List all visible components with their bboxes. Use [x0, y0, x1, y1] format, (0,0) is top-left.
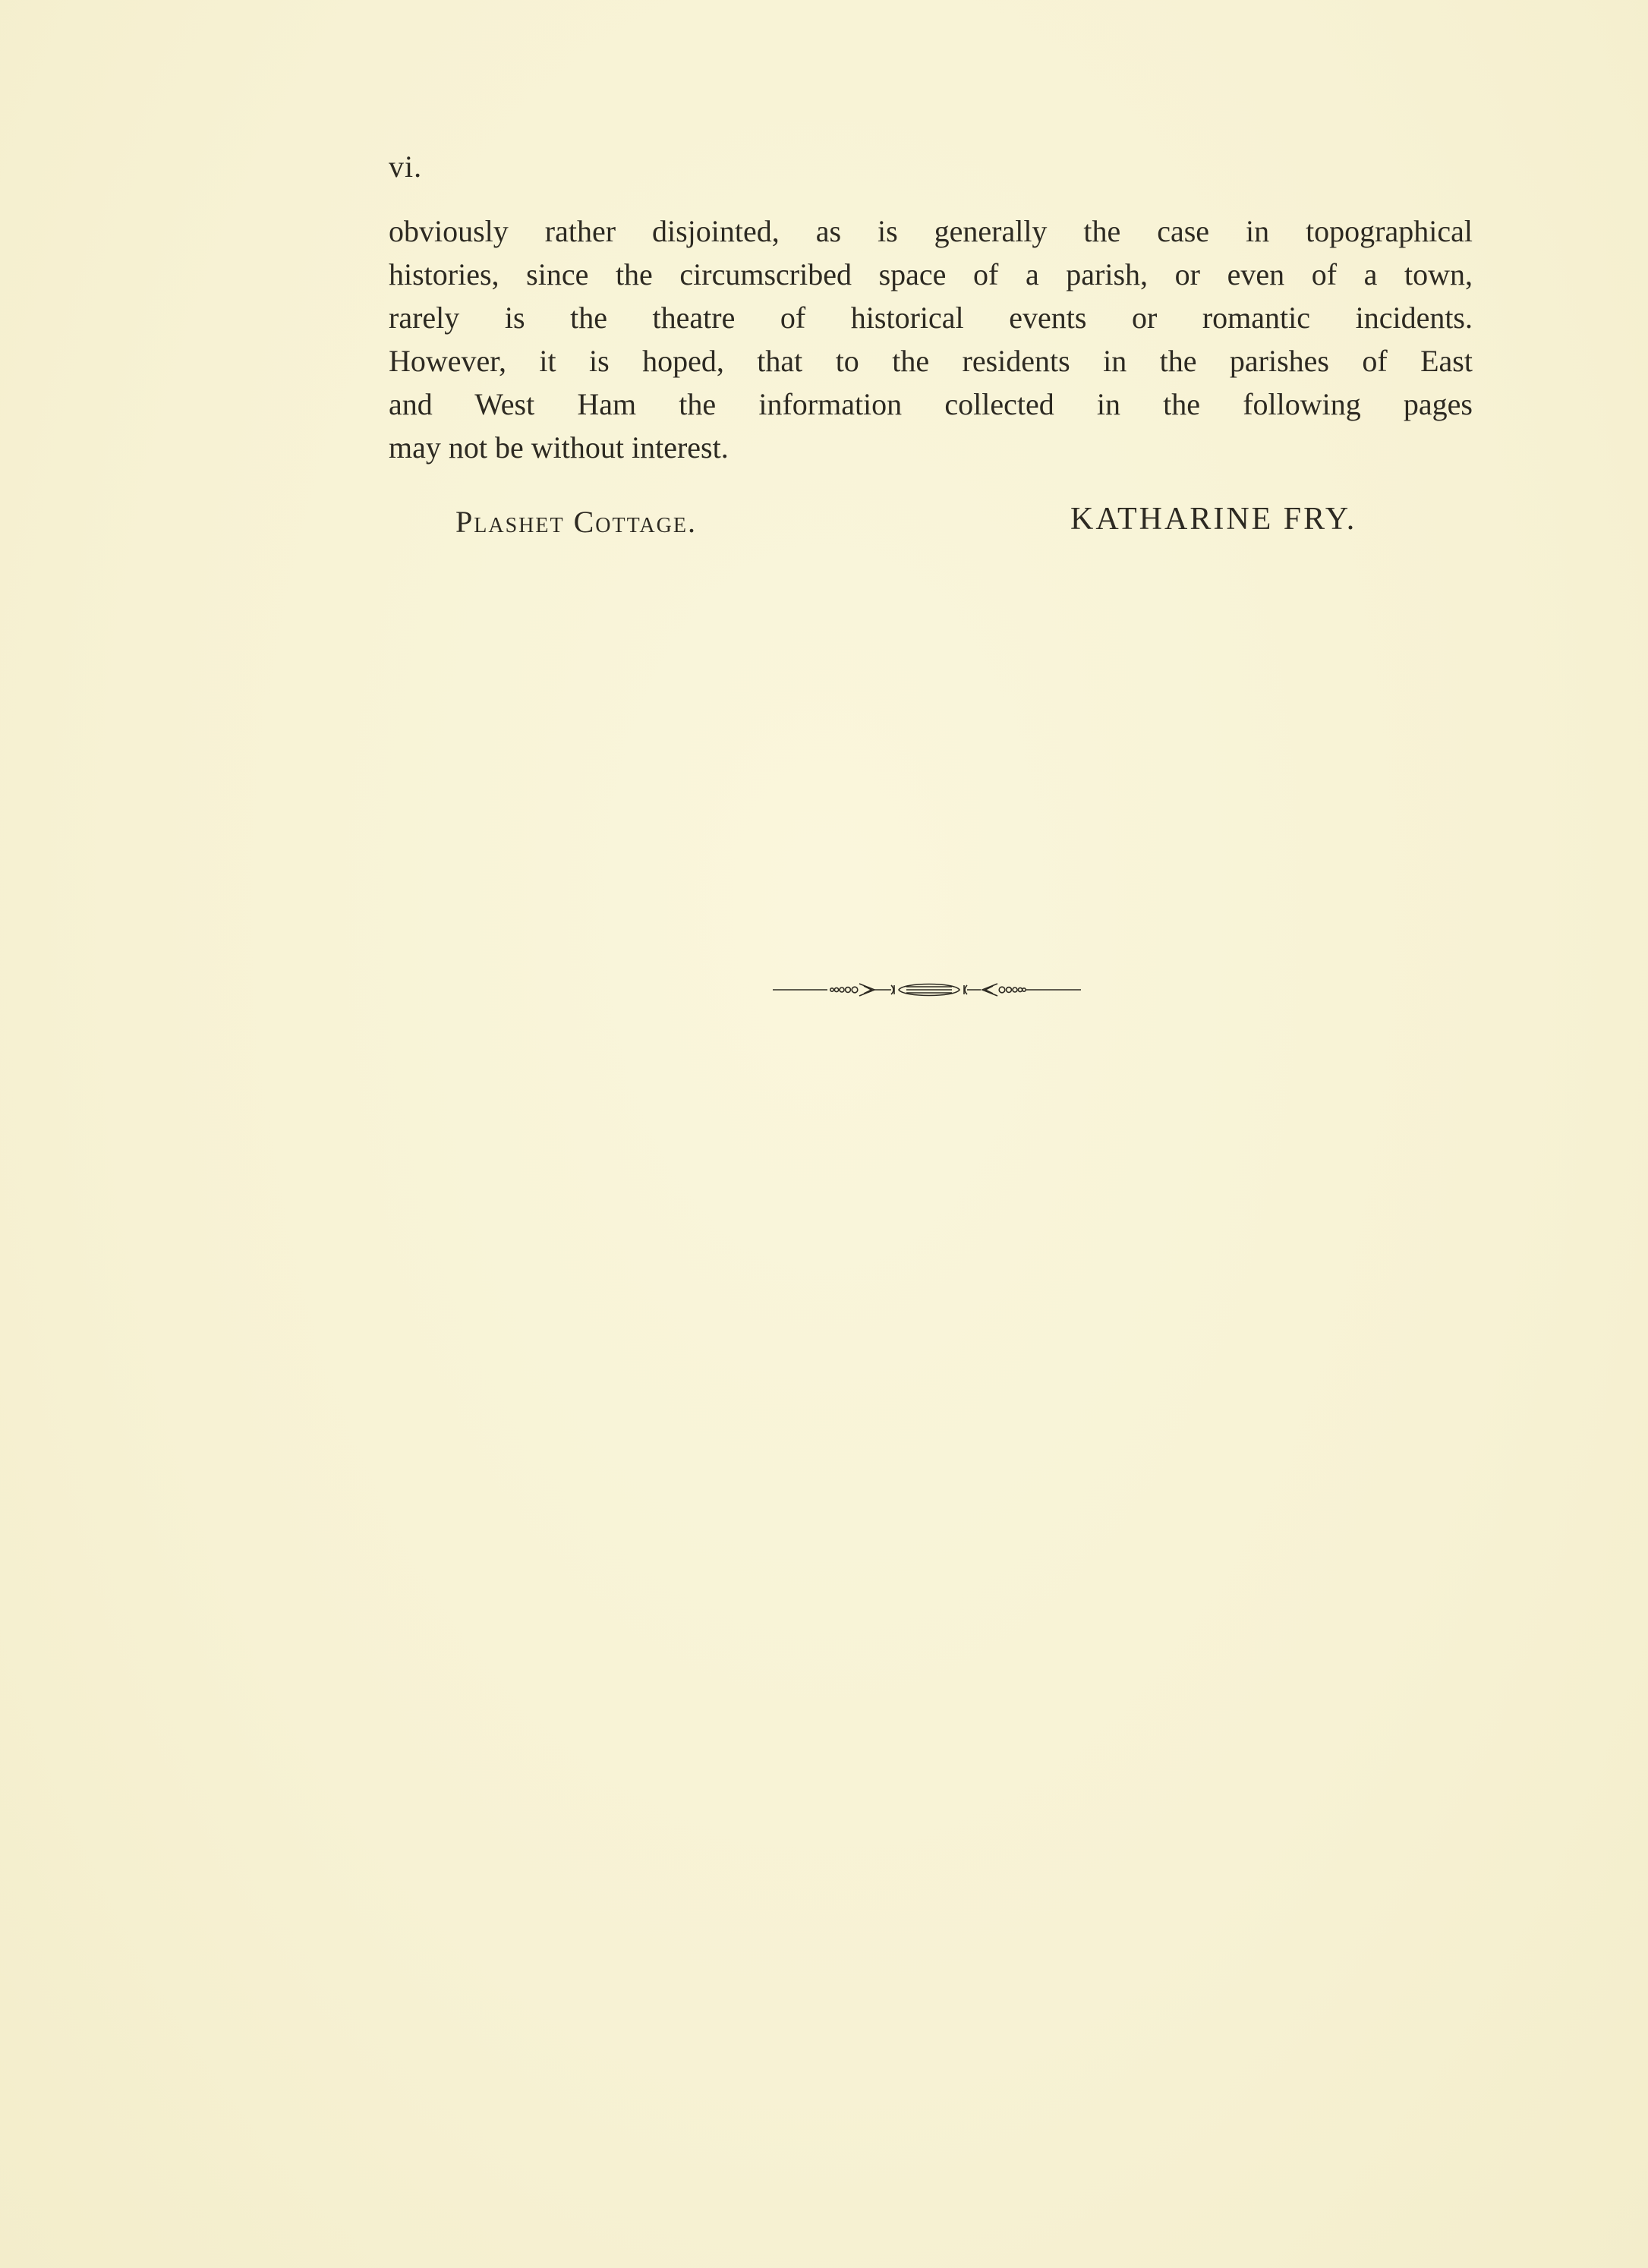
- signature-author: KATHARINE FRY.: [1070, 502, 1357, 537]
- paragraph-line: and West Ham the information collected in the following pages: [389, 387, 1473, 421]
- preface-paragraph: [389, 209, 1473, 469]
- paragraph-line: However, it is hoped, that to the residents in the parishes of East: [389, 344, 1473, 378]
- paragraph-line: obviously rather disjointed, as is generally the case in topographical: [389, 214, 1473, 248]
- paragraph-line: may not be without interest.: [389, 430, 729, 465]
- paragraph-line: histories, since the circumscribed space of a parish, or even of a town,: [389, 257, 1473, 291]
- signature-place: Plashet Cottage.: [455, 505, 697, 539]
- paragraph-line: rarely is the theatre of historical events or romantic incidents.: [389, 301, 1473, 335]
- decorative-rule-icon: [773, 979, 1081, 1000]
- page-number: vi.: [389, 150, 423, 184]
